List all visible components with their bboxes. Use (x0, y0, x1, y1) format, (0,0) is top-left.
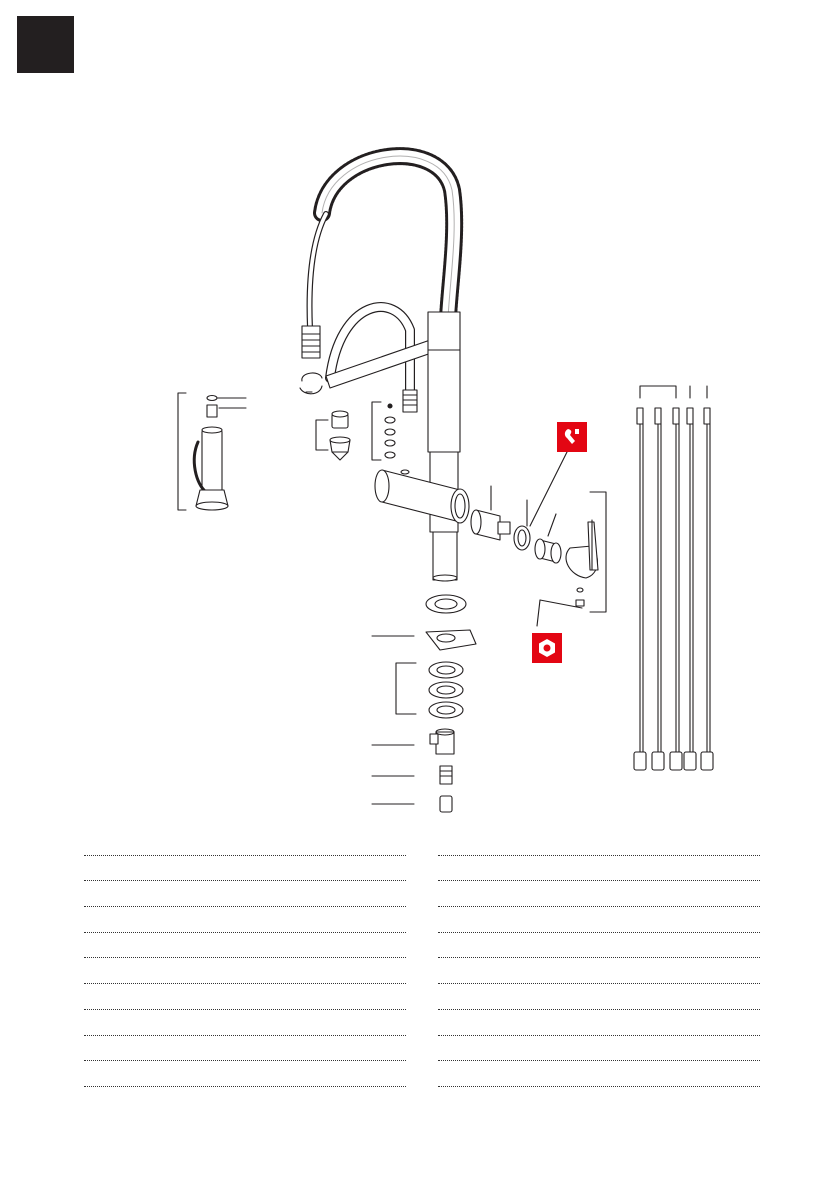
table-row (84, 984, 406, 1010)
table-row (438, 1036, 760, 1062)
table-row (84, 933, 406, 959)
threaded-nipple (372, 766, 452, 784)
table-row (84, 856, 406, 882)
clip (300, 373, 322, 394)
table-row (438, 907, 760, 933)
base-plate (372, 630, 476, 650)
table-row (84, 958, 406, 984)
hose-4 (684, 408, 696, 770)
table-row (84, 1010, 406, 1036)
table-row (84, 1036, 406, 1062)
hex-badge (532, 633, 562, 663)
table-row (438, 1061, 760, 1087)
holder-thread (403, 390, 417, 412)
cartridge-nut (514, 450, 568, 550)
table-row (84, 830, 406, 856)
parts-table-left (84, 830, 406, 1087)
hose-3 (670, 408, 682, 770)
table-row (438, 856, 760, 882)
table-row (438, 830, 760, 856)
angle-valve (372, 729, 454, 754)
sleeve (535, 514, 561, 563)
table-row (438, 984, 760, 1010)
lever-handle (537, 520, 598, 626)
cartridge (471, 486, 510, 540)
wrench-icon (557, 422, 587, 452)
parts-table-right (438, 830, 760, 1087)
table-row (438, 1010, 760, 1036)
spring-coil (322, 156, 454, 318)
hose-connector (302, 326, 320, 358)
table-row (84, 881, 406, 907)
washer-bracket (396, 663, 416, 714)
table-row (438, 933, 760, 959)
cap-nut (372, 796, 452, 812)
hose-1 (634, 408, 646, 770)
hex-key-icon (532, 633, 562, 663)
faucet-body (428, 312, 460, 581)
table-row (438, 881, 760, 907)
wrench-badge (557, 422, 587, 452)
spray-head (178, 393, 246, 510)
base-washer-top (426, 595, 466, 613)
fixing-washers (429, 662, 463, 718)
table-row (438, 958, 760, 984)
table-row (84, 907, 406, 933)
hose-5 (701, 408, 713, 770)
supply-hoses (634, 386, 713, 770)
o-ring-set (372, 402, 395, 460)
table-row (84, 1061, 406, 1087)
adapter-set (316, 411, 350, 460)
hose-2 (652, 408, 664, 770)
